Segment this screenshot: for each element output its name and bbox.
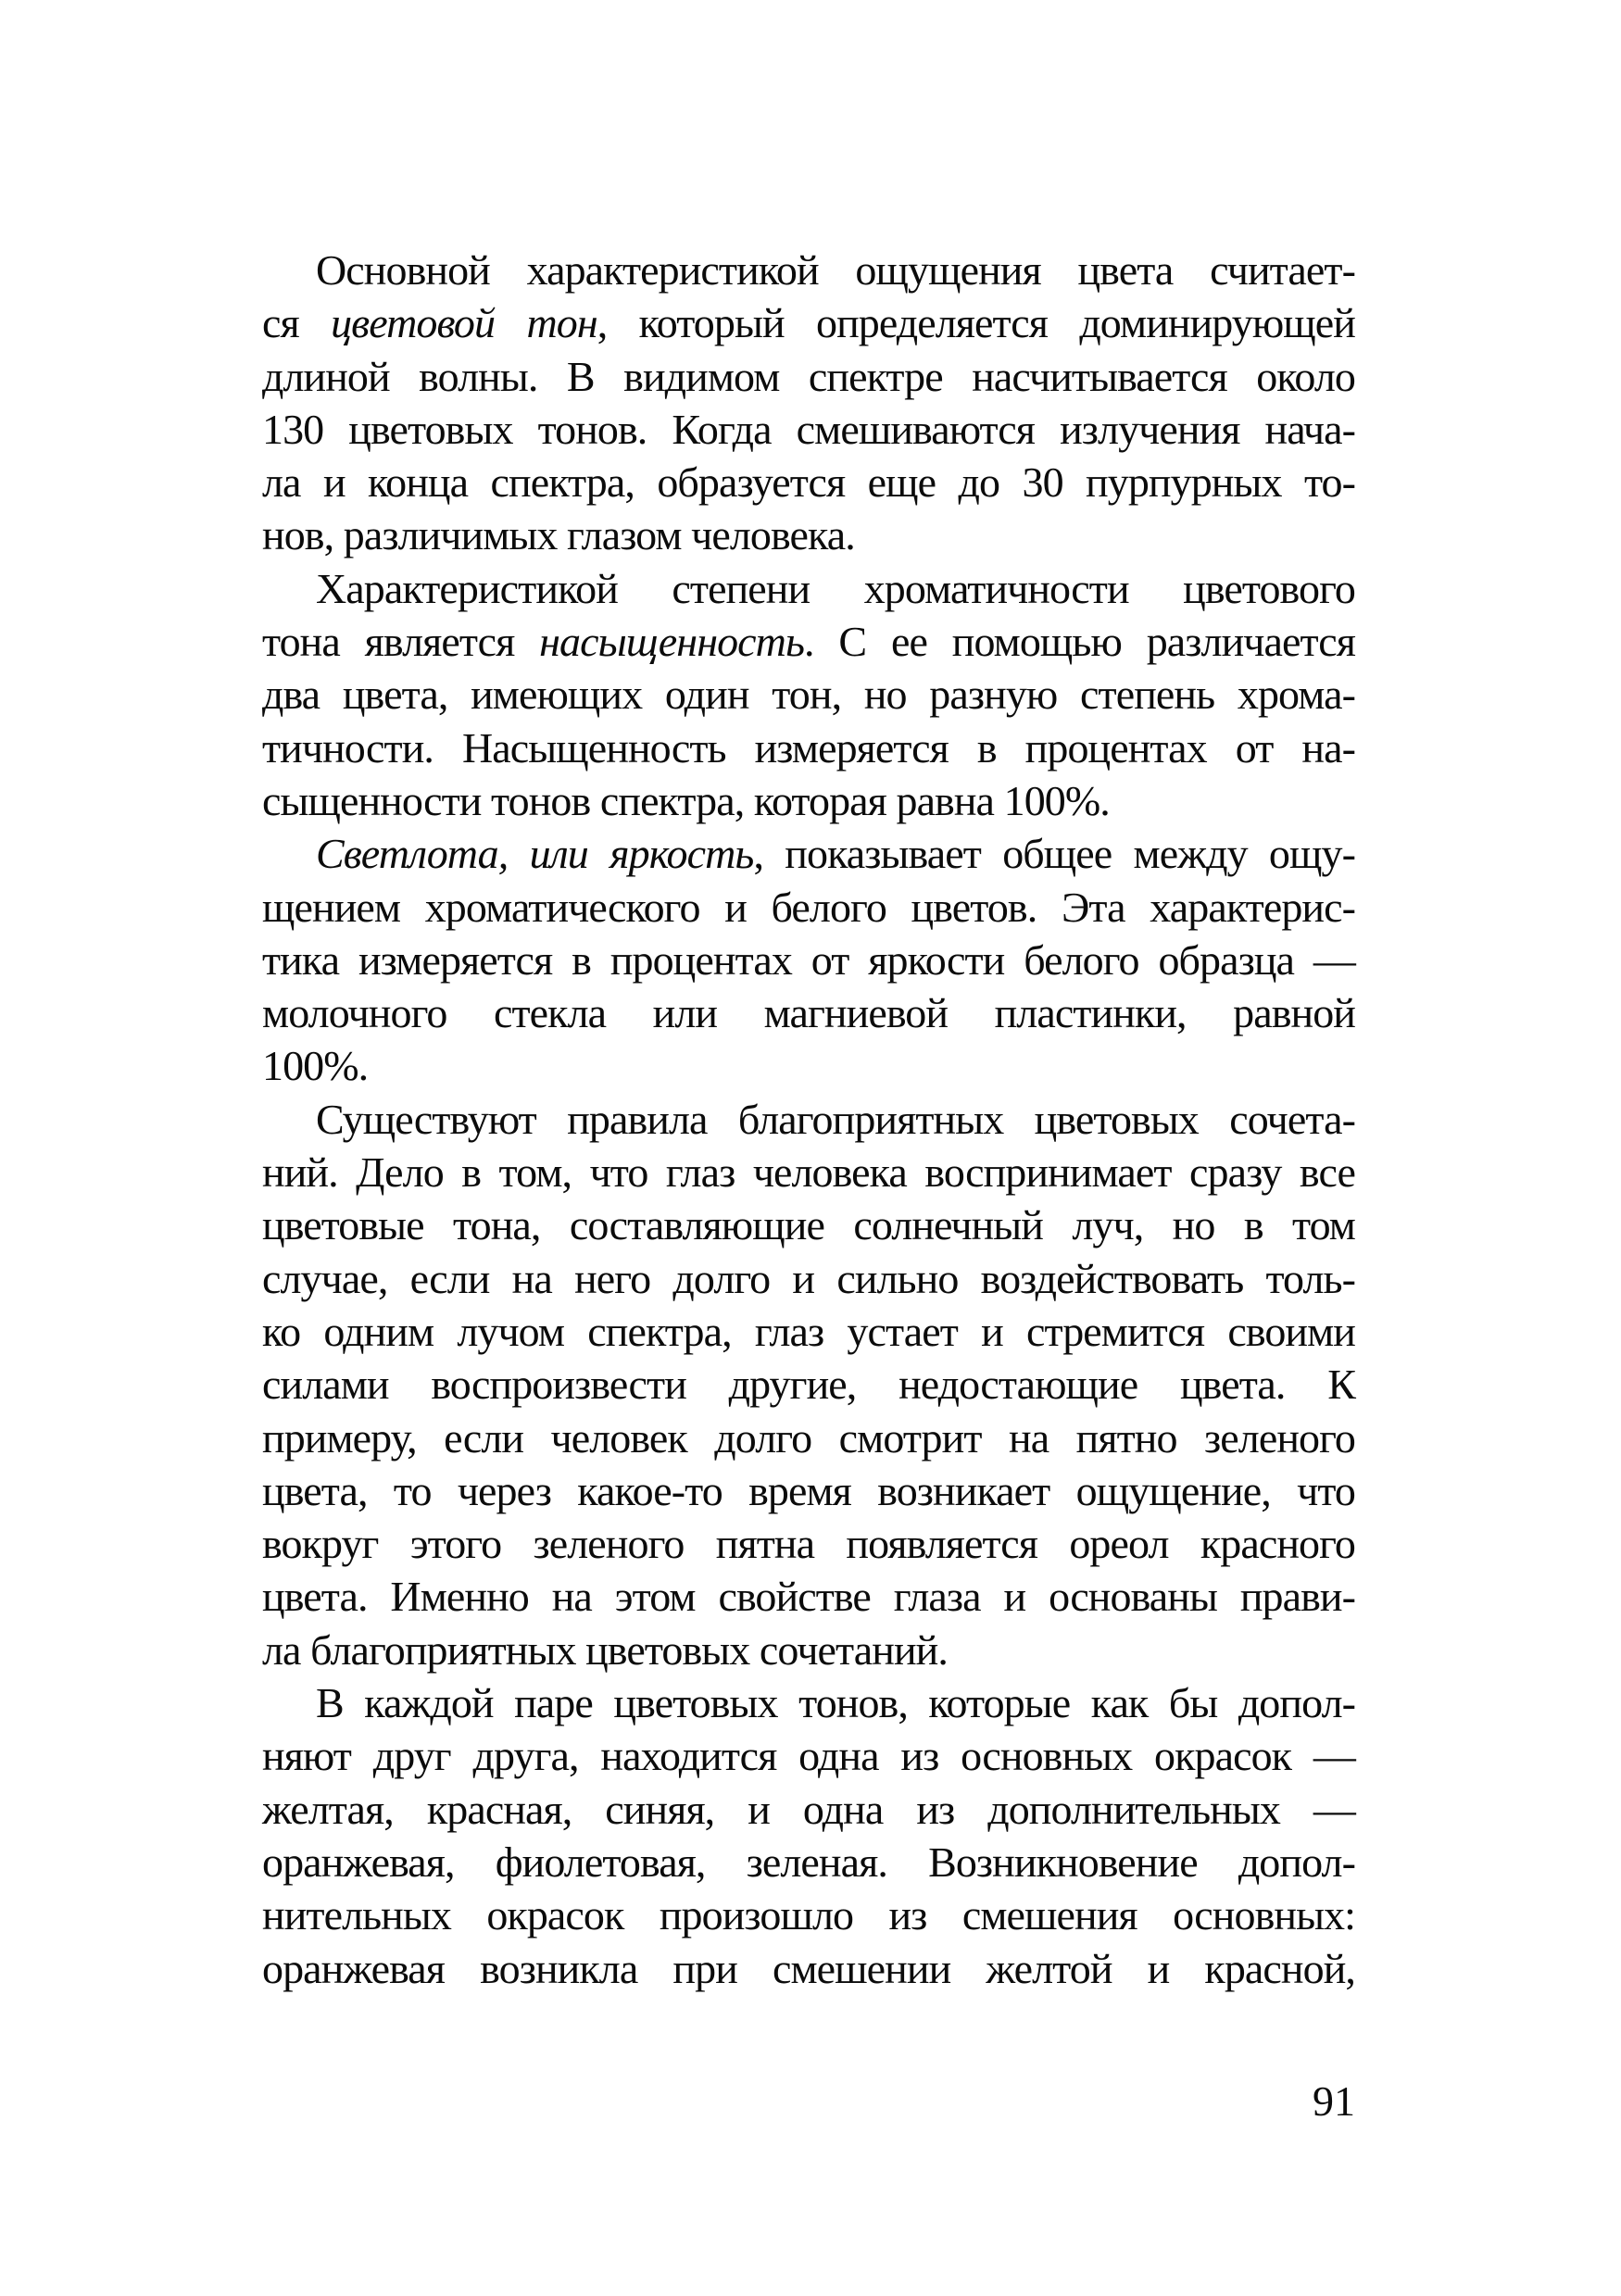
page-text: [262, 244, 1355, 1995]
page-number: 91: [1313, 2077, 1355, 2125]
text-line: Основной характеристикой ощущения цвета считает-: [316, 246, 1355, 294]
paragraph: [262, 827, 1355, 1092]
text-line: два цвета, имеющих один тон, но разную степень хрома-: [262, 671, 1355, 719]
text-line: В каждой паре цветовых тонов, которые как бы допол-: [316, 1679, 1355, 1727]
text-line: тика измеряется в процентах от яркости белого образца —: [262, 935, 1355, 984]
text-line: силами воспроизвести другие, недостающие цвета. К: [262, 1361, 1355, 1409]
text-line: ла и конца спектра, образуется еще до 30 пурпурных то-: [262, 458, 1355, 507]
text-line: оранжевая возникла при смешении желтой и красной,: [262, 1944, 1355, 1992]
text-line: цвета. Именно на этом свойстве глаза и основаны прави-: [262, 1573, 1355, 1621]
text-line: цветовые тона, составляющие солнечный луч, но в том: [262, 1201, 1355, 1249]
text-line: желтая, красная, синяя, и одна из дополнительных —: [262, 1785, 1355, 1833]
text-line: ла благоприятных цветовых сочетаний.: [262, 1625, 948, 1674]
paragraph: [262, 244, 1355, 562]
text-line: примеру, если человек долго смотрит на пятно зеленого: [262, 1413, 1355, 1462]
italic-text: насыщенность: [539, 618, 804, 666]
text-line: длиной волны. В видимом спектре насчитывается около: [262, 352, 1355, 400]
text-line: случае, если на него долго и сильно воздействовать толь-: [262, 1254, 1355, 1302]
text-line: няют друг друга, находится одна из основных окрасок —: [262, 1732, 1355, 1780]
text-line: Характеристикой степени хроматичности цветового: [316, 564, 1355, 612]
text-line: цвета, то через какое-то время возникает ощущение, что: [262, 1466, 1355, 1514]
text-line: тичности. Насыщенность измеряется в процентах от на-: [262, 723, 1355, 772]
text-line: нов, различимых глазом человека.: [262, 511, 855, 559]
text-line: вокруг этого зеленого пятна появляется ореол красного: [262, 1520, 1355, 1568]
text-line: щением хроматического и белого цветов. Эта характерис-: [262, 883, 1355, 931]
italic-text: цветовой тон: [331, 299, 597, 347]
text-line: тона является насыщенность. С ее помощью различается: [262, 618, 1355, 666]
text-line: ся цветовой тон, который определяется доминирующей: [262, 299, 1355, 347]
paragraph: [262, 1676, 1355, 1995]
text-line: сыщенности тонов спектра, которая равна 100%.: [262, 776, 1110, 824]
paragraph: [262, 1093, 1355, 1676]
text-line: 100%.: [262, 1042, 369, 1090]
paragraph: [262, 562, 1355, 827]
text-line: молочного стекла или магниевой пластинки, равной: [262, 989, 1355, 1037]
italic-text: Светлота, или яркость: [316, 830, 754, 878]
text-line: 130 цветовых тонов. Когда смешиваются излучения нача-: [262, 405, 1355, 453]
text-line: Светлота, или яркость, показывает общее между ощу-: [316, 830, 1355, 878]
text-line: нительных окрасок произошло из смешения основных:: [262, 1891, 1355, 1939]
text-line: оранжевая, фиолетовая, зеленая. Возникновение допол-: [262, 1838, 1355, 1886]
text-line: ний. Дело в том, что глаз человека воспринимает сразу все: [262, 1148, 1355, 1197]
text-line: ко одним лучом спектра, глаз устает и стремится своими: [262, 1307, 1355, 1355]
text-line: Существуют правила благоприятных цветовых сочета-: [316, 1095, 1355, 1143]
